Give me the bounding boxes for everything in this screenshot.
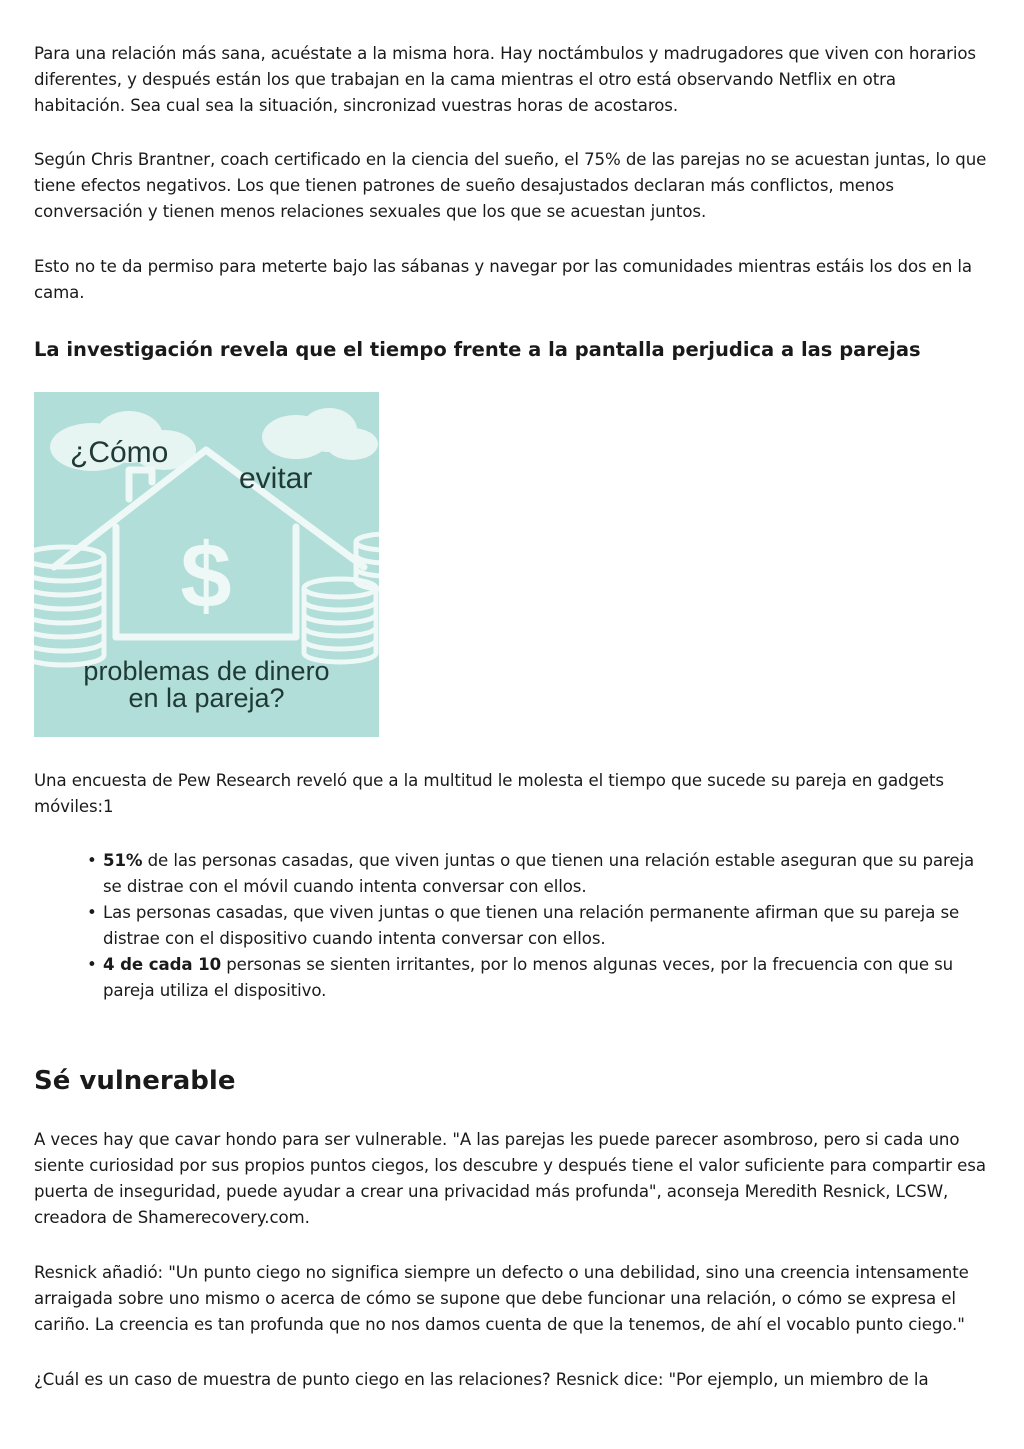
- bullet-marker: •: [87, 955, 97, 974]
- paragraph-blind-spot-example: ¿Cuál es un caso de muestra de punto ciego en las relaciones? Resnick dice: "Por ejemplo, un miembro de la: [34, 1370, 929, 1389]
- money-problems-illustration: [34, 392, 379, 737]
- figure-title-line2: evitar: [239, 462, 313, 495]
- highlight-number: 4 de cada 10: [103, 955, 222, 974]
- highlight-number: 51%: [103, 851, 143, 870]
- heading-screen-time-research: La investigación revela que el tiempo frente a la pantalla perjudica a las parejas: [34, 338, 921, 361]
- paragraph-blind-spot-definition: Resnick añadió: "Un punto ciego no significa siempre un defecto o una debilidad, sino una creencia intensamente arraigada sobre uno mismo o acerca de cómo se supone que debe funcionar una relación, o cómo se expresa el cariño. La creencia es tan profunda que no nos damos cuenta de que la tenemos, de ahí el vocablo punto ciego.": [34, 1263, 969, 1334]
- bullet-marker: •: [87, 851, 97, 870]
- list-item: [34, 952, 983, 1004]
- list-item-text: de las personas casadas, que viven juntas o que tienen una relación estable aseguran que su pareja se distrae con el móvil cuando intenta conversar con ellos.: [103, 851, 975, 896]
- list-item: [34, 900, 983, 952]
- paragraph-no-permission: Esto no te da permiso para meterte bajo las sábanas y navegar por las comunidades mientras estáis los dos en la cama.: [34, 257, 973, 302]
- list-item: [34, 848, 983, 900]
- survey-findings-list: [34, 848, 992, 1004]
- paragraph-brantner-study: Según Chris Brantner, coach certificado en la ciencia del sueño, el 75% de las parejas no se acuestan juntas, lo que tiene efectos negativos. Los que tienen patrones de sueño desajustados declaran más conflictos, menos conversación y tienen menos relaciones sexuales que los que se acuestan juntos.: [34, 150, 987, 221]
- house-with-coins-icon: [34, 392, 379, 737]
- dollar-symbol: $: [180, 525, 232, 627]
- paragraph-sleep-schedule: Para una relación más sana, acuéstate a la misma hora. Hay noctámbulos y madrugadores que viven con horarios diferentes, y después están los que trabajan en la cama mientras el otro está observando Netflix en otra habitación. Sea cual sea la situación, sincronizad vuestras horas de acostaros.: [34, 44, 976, 115]
- paragraph-vulnerability-advice: A veces hay que cavar hondo para ser vulnerable. "A las parejas les puede parecer asombroso, pero si cada uno siente curiosidad por sus propios puntos ciegos, los descubre y después tiene el valor suficiente para compartir esa puerta de inseguridad, puede ayudar a crear una privacidad más profunda", aconseja Meredith Resnick, LCSW, creadora de Shamerecovery.com.: [34, 1130, 986, 1227]
- paragraph-pew-survey: Una encuesta de Pew Research reveló que a la multitud le molesta el tiempo que sucede su pareja en gadgets móviles:1: [34, 771, 944, 816]
- figure-title-line1: ¿Cómo: [70, 436, 169, 469]
- figure-title-line3: problemas de dinero: [83, 656, 330, 686]
- figure-title-line4: en la pareja?: [128, 683, 285, 713]
- heading-be-vulnerable: Sé vulnerable: [34, 1066, 236, 1096]
- list-item-text: personas se sienten irritantes, por lo menos algunas veces, por la frecuencia con que su pareja utiliza el dispositivo.: [103, 955, 954, 1000]
- list-item-text: Las personas casadas, que viven juntas o que tienen una relación permanente afirman que su pareja se distrae con el dispositivo cuando intenta conversar con ellos.: [103, 903, 960, 948]
- bullet-marker: •: [87, 903, 97, 922]
